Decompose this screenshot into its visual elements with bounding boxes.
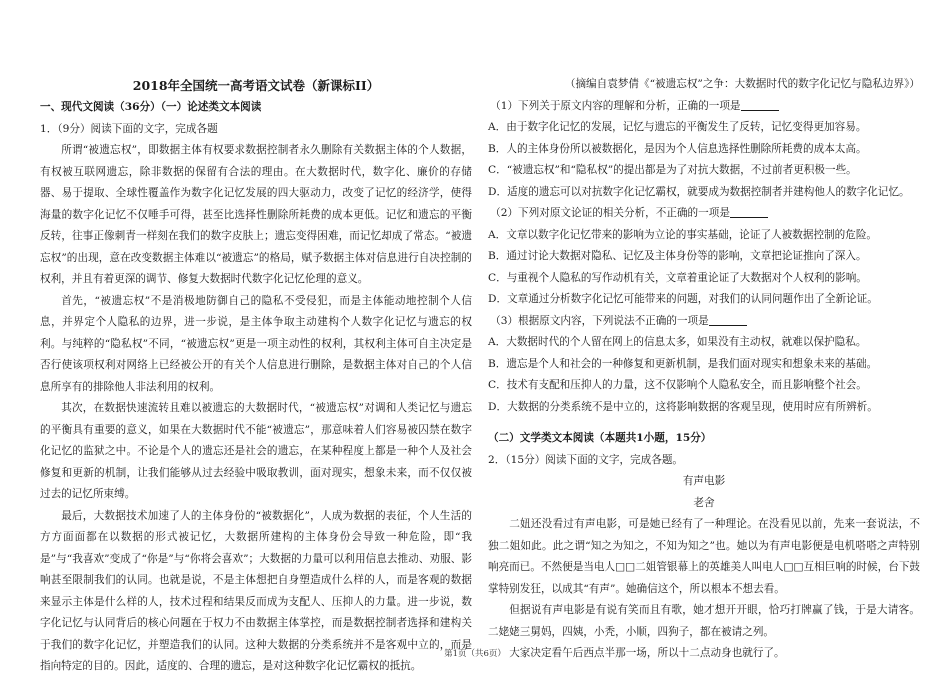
page-footer: 第1页（共6页） <box>444 649 506 659</box>
story-paragraph: 二妞还没看过有声电影，可是她已经有了一种理论。在没看见以前，先来一套说法，不独二姐如此。此之谓“知之为知之，不知为知之”也。她以为有声电影便是电机嗒嗒之声特别响亮而已。不然便是当电人□□二姐管银幕上的英雄美人叫电人□□互相巨响的时候，台下鼓掌特别发狂，以成其“有声”。她确信这个，所以根本不想去看。 <box>488 518 921 595</box>
option: A．大数据时代的个人留在网上的信息太多，如果没有主动权，就难以保护隐私。 <box>488 336 867 348</box>
left-column <box>40 76 472 678</box>
story-author: 老舍 <box>693 496 715 509</box>
option: D．大数据的分类系统不是中立的，这将影响数据的客观呈现，使用时应有所辨析。 <box>488 400 878 413</box>
option: B．通过讨论大数据对隐私、记忆及主体身份等的影响，文章把论证推向了深入。 <box>488 250 867 262</box>
option: C．与重视个人隐私的写作动机有关，文章着重论证了大数据对个人权利的影响。 <box>488 271 867 284</box>
spacer <box>488 418 920 428</box>
option: D．文章通过分析数字化记忆可能带来的问题，对我们的认同问题作出了全新论证。 <box>488 293 878 305</box>
question-2-intro: 2．（15分）阅读下面的文字，完成各题。 <box>488 453 684 466</box>
story-title: 有声电影 <box>682 475 726 487</box>
option: A．文章以数字化记忆带来的影响为立论的事实基础，论证了人被数据控制的危险。 <box>488 228 878 241</box>
sub-question-3-stem: （3）根据原文内容，下列说法不正确的一项是 <box>490 314 709 327</box>
passage-paragraph: 所谓“被遗忘权”，即数据主体有权要求数据控制者永久删除有关数据主体的个人数据，有权被互联网遗忘，除非数据的保留有合法的理由。在大数据时代，数字化、廉价的存储器、易于提取、全球性覆盖作为数字化记忆发展的四大驱动力，改变了记忆的经济学，使得海量的数字化记忆不仅唾手可得，甚至比选择性删除所耗费的成本更低。记忆和遗忘的平衡反转，往事正像刺青一样刻在我们的数字皮肤上；遗忘变得困难，而记忆却成了常态。“被遗忘权”的出现，意在改变数据主体难以“被遗忘”的格局，赋予数据主体对信息进行自决控制的权利，并且有着更深的调节、修复大数据时代数字化记忆伦理的意义。 <box>40 144 472 285</box>
exam-title: 2018年全国统一高考语文试卷（新课标II） <box>132 78 380 93</box>
option: B．遗忘是个人和社会的一种修复和更新机制，是我们面对现实和想象未来的基础。 <box>488 357 878 370</box>
sub-question-1-stem: （1）下列关于原文内容的理解和分析，正确的一项是 <box>490 99 741 112</box>
option: C．“被遗忘权”和“隐私权”的提出都是为了对抗大数据，不过前者更积极一些。 <box>488 164 857 176</box>
story-paragraph: 大家决定看午后西点半那一场，所以十二点动身也就行了。 <box>509 647 785 659</box>
section-heading-1: 一、现代文阅读（36分）（一）论述类文本阅读 <box>40 101 262 113</box>
sub-question-2 <box>488 203 920 225</box>
passage-paragraph: 首先，“被遗忘权”不是消极地防御自己的隐私不受侵犯，而是主体能动地控制个人信息，并界定个人隐私的边界，进一步说，是主体争取主动建构个人数字化记忆与遗忘的权利。与纯粹的“隐私权”不同，“被遗忘权”更是一项主动性的权利，其权利主体可自主决定是否行使该项权利对网络上已经被公开的有关个人信息进行删除，是数据主体对自己的个人信息所享有的排除他人非法利用的权利。 <box>40 294 472 393</box>
option: A．由于数字化记忆的发展，记忆与遗忘的平衡发生了反转，记忆变得更加容易。 <box>488 121 867 133</box>
sub-question-1 <box>488 96 920 118</box>
story-paragraph: 但据说有声电影是有说有笑而且有歌，她才想开开眼，恰巧打牌赢了钱，于是大请客。二姥姥三舅妈，四姨，小秃，小顺，四狗子，都在被请之列。 <box>488 604 920 638</box>
question-1-intro: 1．（9分）阅读下面的文字，完成各题 <box>40 122 218 135</box>
sub-question-2-stem: （2）下列对原文论证的相关分析，不正确的一项是 <box>490 207 730 219</box>
option: C．技术有支配和压抑人的力量，这不仅影响个人隐私安全，而且影响整个社会。 <box>488 379 867 391</box>
option: B．人的主体身份所以被数据化，是因为个人信息选择性删除所耗费的成本太高。 <box>488 142 867 155</box>
answer-blank <box>709 313 747 326</box>
right-column <box>488 74 920 665</box>
passage-source: （摘编自袁梦倩《“被遗忘权”之争：大数据时代的数字化记忆与隐私边界》） <box>564 78 920 90</box>
answer-blank <box>730 205 768 218</box>
option: D．适度的遗忘可以对抗数字化记忆霸权，就要成为数据控制者并建构他人的数字化记忆。 <box>488 185 910 198</box>
passage-paragraph: 其次，在数据快速流转且难以被遗忘的大数据时代，“被遗忘权”对调和人类记忆与遗忘的平衡具有重要的意义，如果在大数据时代不能“被遗忘”，那意味着人们容易被囚禁在数字化记忆的监狱之中。不论是个人的遗忘还是社会的遗忘，在某种程度上都是一种个人及社会修复和更新的机制，让我们能够从过去经验中吸取教训，面对现实，想象未来，而不仅仅被过去的记忆所束缚。 <box>40 402 472 500</box>
answer-blank <box>741 98 779 111</box>
section-heading-2: （二）文学类文本阅读（本题共1小题，15分） <box>488 432 712 444</box>
sub-question-3 <box>488 311 920 333</box>
passage-paragraph: 最后，大数据技术加速了人的主体身份的“被数据化”，人成为数据的表征，个人生活的方方面面都在以数据的形式被记忆，大数据所建构的主体身份会导致一种危险，即“我是”与“我喜欢”变成了“你是”与“你将会喜欢”；大数据的力量可以利用信息去推动、劝服、影响甚至限制我们的认同。也就是说，不是主体想把自身塑造成什么样的人，而是客观的数据来显示主体是什么样的人，技术过程和结果反而成为支配人、压抑人的力量。进一步说，数字化记忆与认同背后的核心问题在于权力不由数据主体掌控，而是数据控制者选择和建构关于我们的数字化记忆，并塑造我们的认同。这种大数据的分类系统并不是客观中立的，而是指向特定的目的。因此，适度的、合理的遗忘，是对这种数字化记忆霸权的抵抗。 <box>40 509 472 672</box>
